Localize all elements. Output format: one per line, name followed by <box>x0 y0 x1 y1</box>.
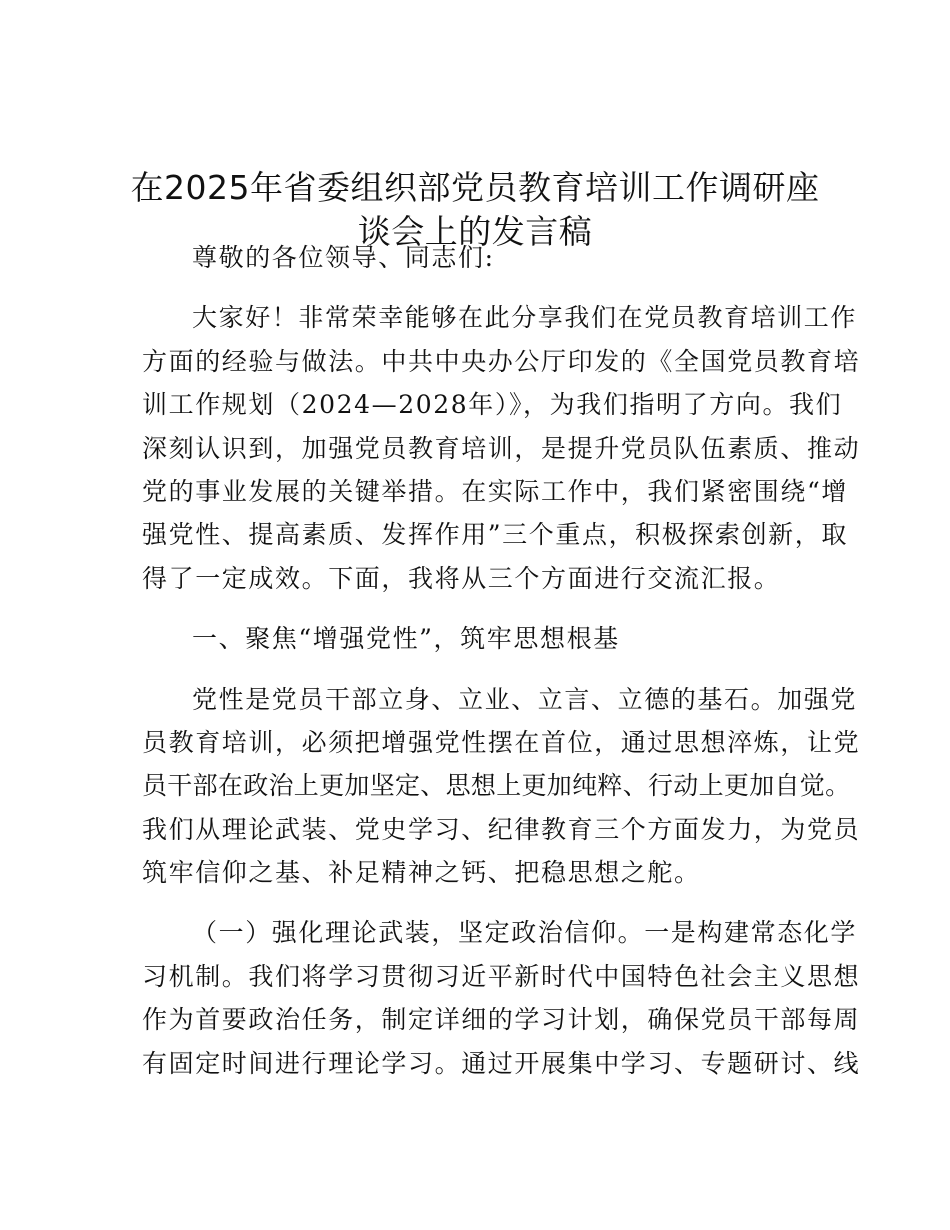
salutation: 尊敬的各位领导、同志们: <box>192 243 495 272</box>
subsection-paragraph <box>142 911 861 1085</box>
text-line: 党的事业发展的关键举措。在实际工作中，我们紧密围绕“增 <box>142 476 848 506</box>
text-line: 方面的经验与做法。中共中央办公厅印发的《全国党员教育培 <box>142 346 861 376</box>
salutation-paragraph <box>142 236 812 279</box>
text-line: 得了一定成效。下面，我将从三个方面进行交流汇报。 <box>142 563 781 593</box>
text-line: 深刻认识到，加强党员教育培训，是提升党员队伍素质、推动 <box>142 433 861 463</box>
document-body <box>142 236 861 1102</box>
text-line: 有固定时间进行理论学习。通过开展集中学习、专题研讨、线 <box>142 1048 861 1078</box>
text-line: 习机制。我们将学习贯彻习近平新时代中国特色社会主义思想 <box>142 961 861 991</box>
section-heading: 一、聚焦“增强党性”，筑牢思想根基 <box>192 624 620 654</box>
title-line-2: 谈会上的发言稿 <box>357 212 593 251</box>
text-line: 筑牢信仰之基、补足精神之钙、把稳思想之舵。 <box>142 858 701 888</box>
title-line-1: 在2025年省委组织部党员教育培训工作调研座 <box>130 168 820 207</box>
intro-paragraph <box>142 296 861 600</box>
section-heading-paragraph <box>142 617 812 660</box>
text-line: 我们从理论武装、党史学习、纪律教育三个方面发力，为党员 <box>142 814 861 844</box>
text-line: 训工作规划（2024—2028年）》，为我们指明了方向。我们 <box>142 390 843 420</box>
text-line: 党性是党员干部立身、立业、立言、立德的基石。加强党 <box>192 684 858 714</box>
text-line: 员干部在政治上更加坚定、思想上更加纯粹、行动上更加自觉。 <box>142 771 851 801</box>
text-line: 大家好！非常荣幸能够在此分享我们在党员教育培训工作 <box>192 303 858 333</box>
text-line: 强党性、提高素质、发挥作用”三个重点，积极探索创新，取 <box>142 520 848 550</box>
text-line: 作为首要政治任务，制定详细的学习计划，确保党员干部每周 <box>142 1005 861 1035</box>
text-line: 员教育培训，必须把增强党性摆在首位，通过思想淬炼，让党 <box>142 727 861 757</box>
text-line: （一）强化理论武装，坚定政治信仰。一是构建常态化学 <box>192 918 858 948</box>
section-body-paragraph <box>142 678 861 895</box>
